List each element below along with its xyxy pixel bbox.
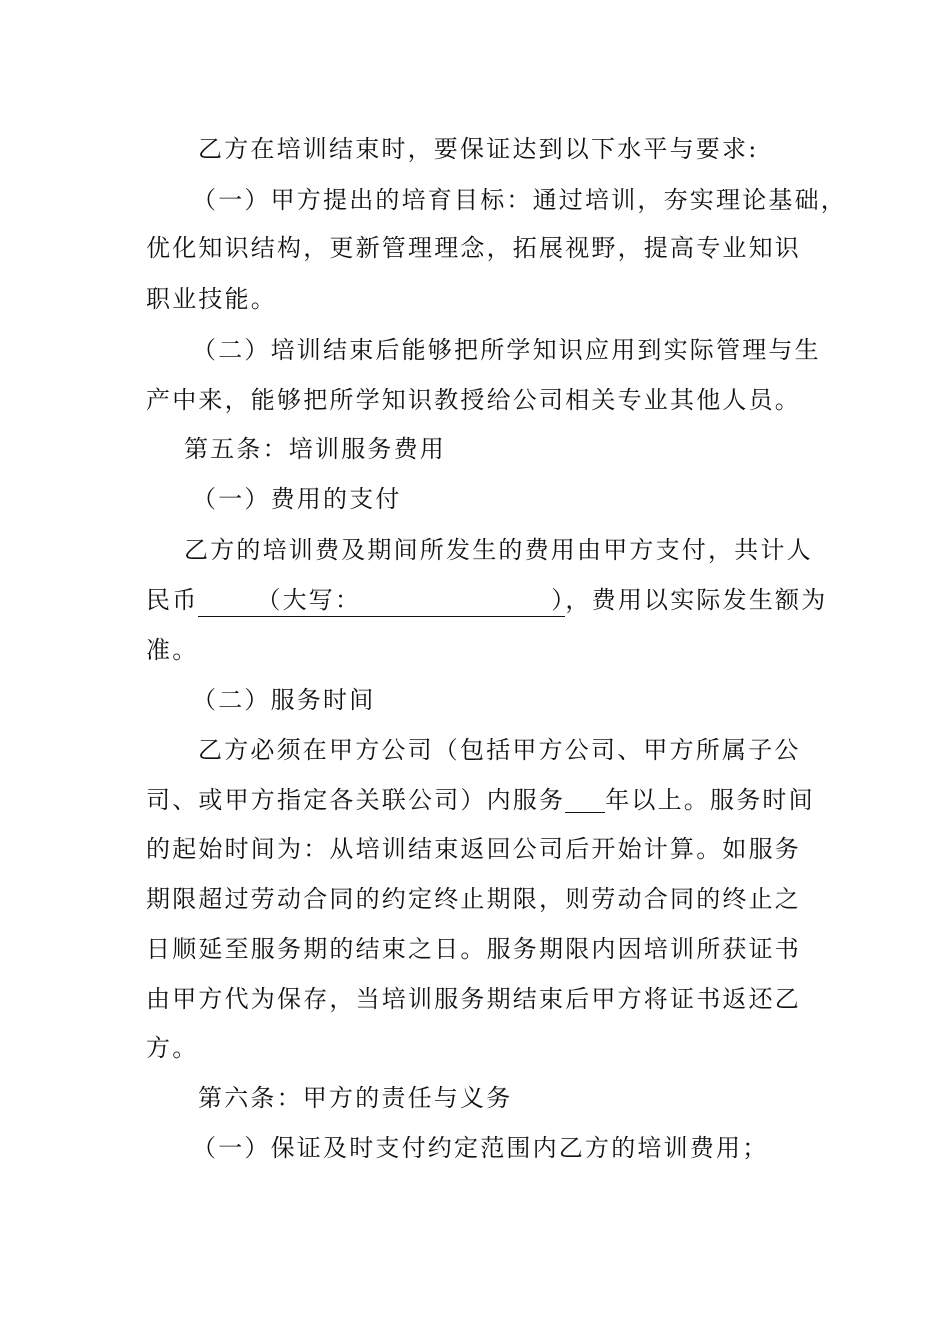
- fee-payment-line-1: 乙方的培训费及期间所发生的费用由甲方支付，共计人: [184, 536, 813, 564]
- article-5-section-1-title: （一）费用的支付: [192, 485, 402, 513]
- paragraph-requirements-intro: 乙方在培训结束时，要保证达到以下水平与要求:: [198, 135, 759, 163]
- service-term-line-5: 日顺延至服务期的结束之日。服务期限内因培训所获证书: [146, 935, 801, 963]
- fee-amount-field[interactable]: [198, 586, 565, 617]
- article-6-title: 第六条：甲方的责任与义务: [198, 1084, 513, 1112]
- article-5-title: 第五条：培训服务费用: [184, 435, 446, 463]
- service-term-line-6: 由甲方代为保存，当培训服务期结束后甲方将证书返还乙: [146, 985, 801, 1013]
- article-6-section-1: （一）保证及时支付约定范围内乙方的培训费用；: [192, 1134, 769, 1162]
- paragraph-application-line-2: 产中来，能够把所学知识教授给公司相关专业其他人员。: [146, 386, 801, 414]
- fee-payment-line-3: 准。: [146, 636, 199, 664]
- service-term-line-4: 期限超过劳动合同的约定终止期限，则劳动合同的终止之: [146, 885, 801, 913]
- service-term-line-1: 乙方必须在甲方公司（包括甲方公司、甲方所属子公: [198, 736, 801, 764]
- paragraph-goal-line-1: （一）甲方提出的培育目标：通过培训，夯实理论基础，: [192, 186, 847, 214]
- paragraph-goal-line-2: 优化知识结构，更新管理理念，拓展视野，提高专业知识: [146, 234, 801, 262]
- paragraph-goal-line-3: 职业技能。: [146, 285, 277, 313]
- fee-close-paren: ）: [551, 586, 566, 614]
- service-term-text-a: 司、或甲方指定各关联公司）内服务: [146, 786, 566, 814]
- service-term-line-3: 的起始时间为：从培训结束返回公司后开始计算。如服务: [146, 835, 801, 863]
- service-years-blank[interactable]: [565, 784, 605, 813]
- service-term-line-2: [146, 784, 815, 816]
- fee-payment-line-2: [146, 584, 827, 616]
- fee-currency-label: 民币: [146, 586, 199, 614]
- fee-basis-text: ，费用以实际发生额为: [565, 586, 828, 614]
- article-5-section-2-title: （二）服务时间: [192, 686, 376, 714]
- service-term-text-b: 年以上。服务时间: [605, 786, 815, 814]
- service-term-line-7: 方。: [146, 1034, 199, 1062]
- paragraph-application-line-1: （二）培训结束后能够把所学知识应用到实际管理与生: [192, 336, 821, 364]
- fee-uppercase-label: （大写：: [256, 586, 362, 614]
